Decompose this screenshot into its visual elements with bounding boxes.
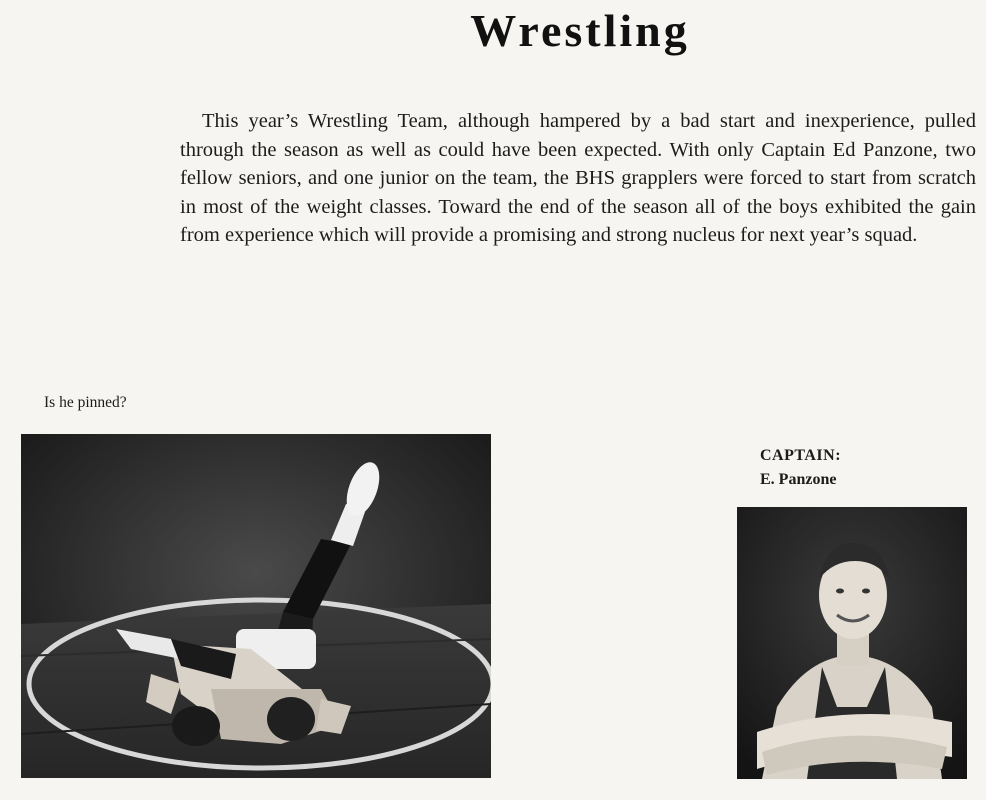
captain-name: E. Panzone <box>760 471 837 488</box>
page-title: Wrestling <box>470 5 690 56</box>
captain-caption <box>760 444 841 492</box>
intro-paragraph: This year’s Wrestling Team, although hampered by a bad start and inexperience, pulled through the season as well as could have been expected. With only Captain Ed Panzone, two fellow seniors, and one junior on the team, the BHS grapplers were forced to start from scratch in most of the weight classes. Toward the end of the season all of the boys exhibited the gain from experience which will provide a promising and strong nucleus for next year’s squad. <box>180 110 976 246</box>
wrestling-match-photo <box>21 434 491 778</box>
match-photo-caption: Is he pinned? <box>44 394 127 411</box>
captain-portrait-photo <box>737 507 967 779</box>
captain-label: CAPTAIN: <box>760 447 842 464</box>
